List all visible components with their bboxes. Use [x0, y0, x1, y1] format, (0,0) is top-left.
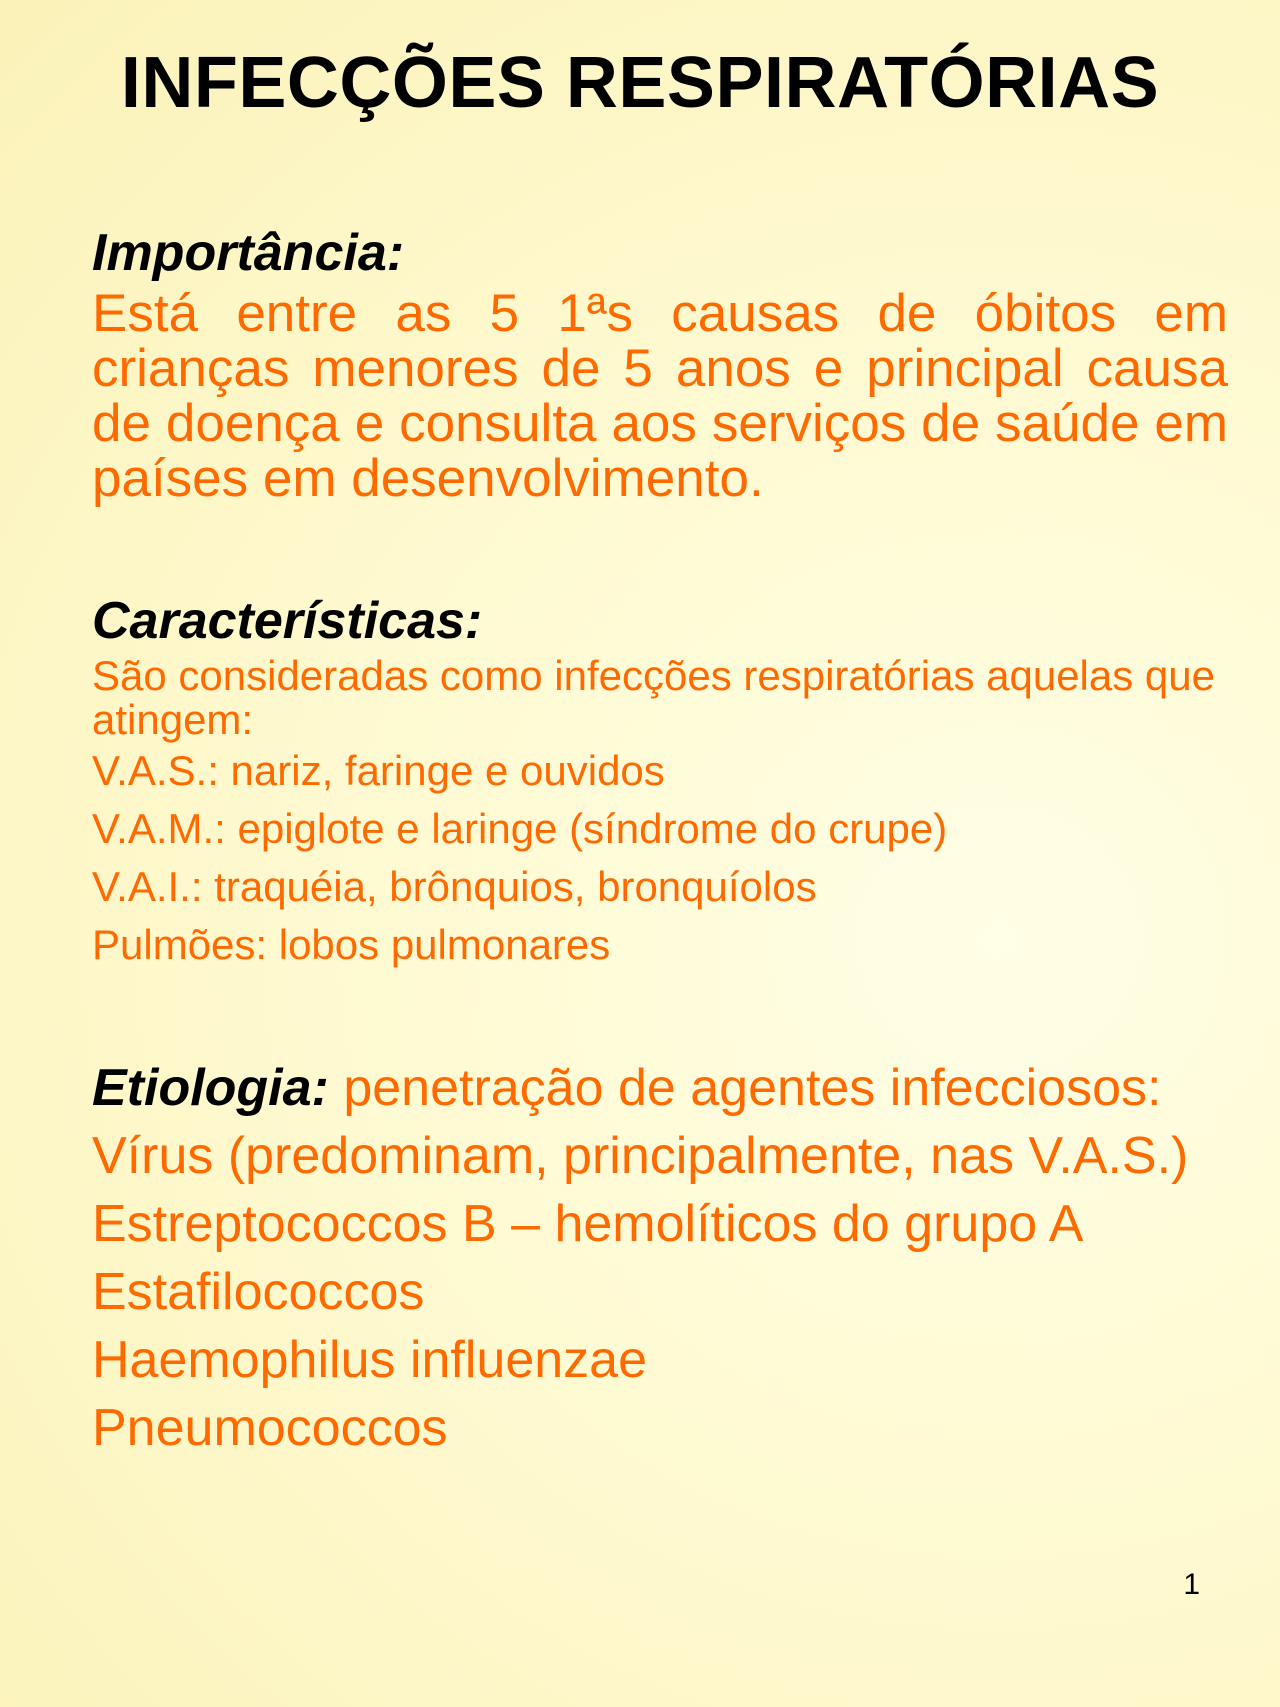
section-importancia	[92, 222, 1228, 506]
importancia-heading: Importância:	[92, 224, 405, 282]
list-item: Pneumococcos	[92, 1399, 448, 1457]
list-item: V.A.M.: epiglote e laringe (síndrome do crupe)	[92, 805, 948, 852]
caracteristicas-intro: São consideradas como infecções respiratórias aquelas que atingem:	[92, 652, 1215, 743]
list-item: Pulmões: lobos pulmonares	[92, 921, 611, 968]
section-caracteristicas	[92, 590, 1228, 974]
etiologia-intro-line	[92, 1060, 1228, 1116]
list-item: Vírus (predominam, principalmente, nas V.A.S.)	[92, 1127, 1189, 1185]
list-item: Estafilococcos	[92, 1263, 425, 1321]
etiologia-intro: penetração de agentes infecciosos:	[328, 1059, 1162, 1117]
page-number: 1	[1183, 1568, 1200, 1601]
list-item: Estreptococcos B – hemolíticos do grupo A	[92, 1195, 1084, 1253]
section-etiologia	[92, 1060, 1228, 1456]
list-item: V.A.I.: traquéia, brônquios, bronquíolos	[92, 863, 817, 910]
list-item: Haemophilus influenzae	[92, 1331, 648, 1389]
list-item: V.A.S.: nariz, faringe e ouvidos	[92, 747, 665, 794]
slide-title: INFECÇÕES RESPIRATÓRIAS	[120, 43, 1160, 123]
caracteristicas-heading: Características:	[92, 592, 483, 650]
importancia-body: Está entre as 5 1ªs causas de óbitos em crianças menores de 5 anos e principal causa de doença e consulta aos serviços de saúde em países em desenvolvimento.	[92, 284, 1228, 508]
etiologia-heading: Etiologia:	[92, 1059, 329, 1117]
